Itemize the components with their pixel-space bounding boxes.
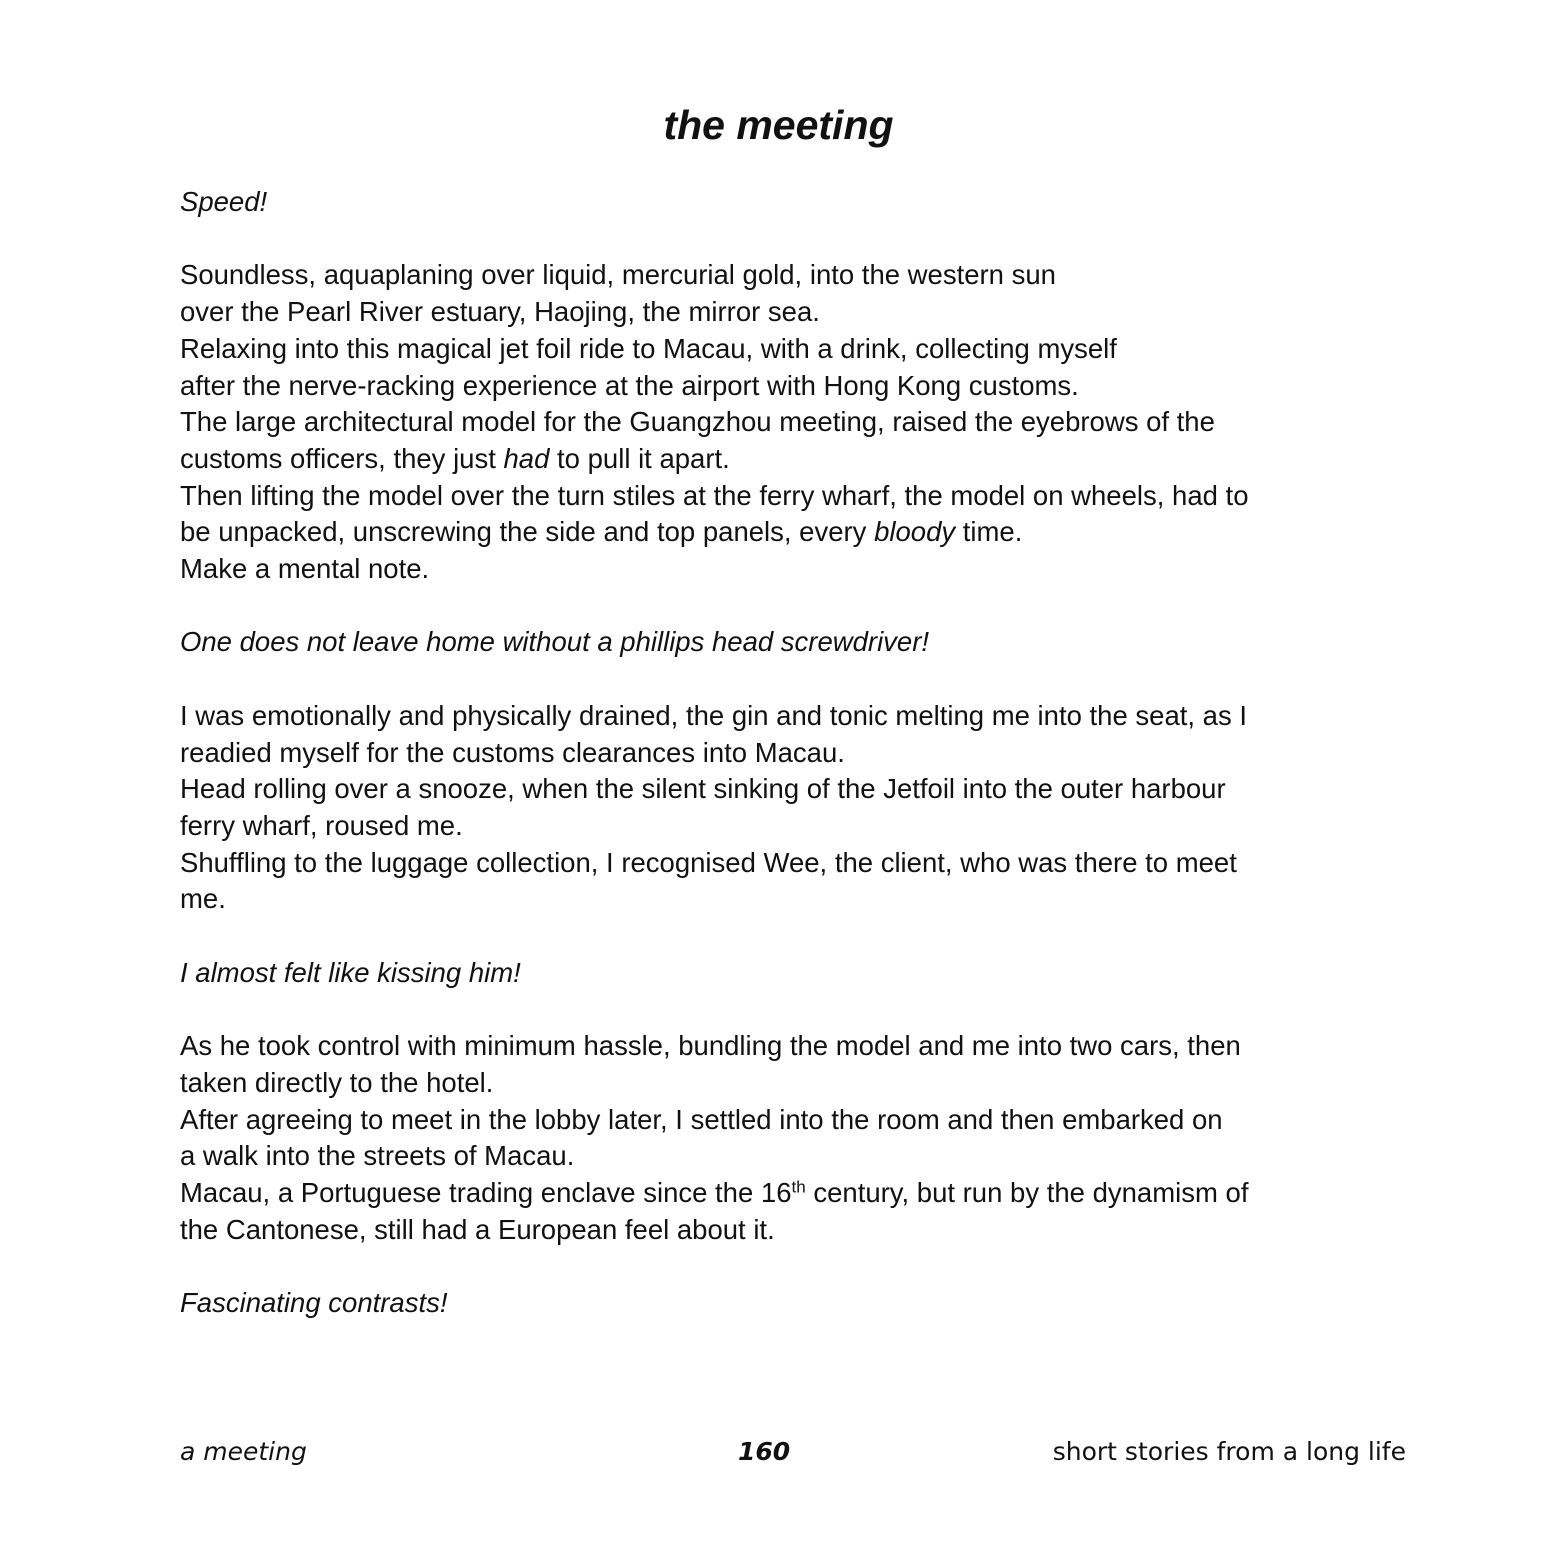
paragraph-spacer bbox=[180, 918, 1410, 955]
text-line: after the nerve-racking experience at the airport with Hong Kong customs. bbox=[180, 369, 1079, 401]
text-line: taken directly to the hotel. bbox=[180, 1066, 494, 1098]
exclamation-kissing: I almost felt like kissing him! bbox=[180, 956, 521, 988]
paragraph-spacer bbox=[180, 991, 1410, 1028]
text-line: the Cantonese, still had a European feel about it. bbox=[180, 1213, 775, 1245]
footer-chapter-title: a meeting bbox=[180, 1437, 307, 1466]
footer-book-title: short stories from a long life bbox=[1052, 1437, 1406, 1466]
text-line: Shuffling to the luggage collection, I recognised Wee, the client, who was there to meet bbox=[180, 846, 1237, 878]
text-span: Macau, a Portuguese trading enclave since the 16 bbox=[180, 1176, 792, 1208]
text-line bbox=[180, 441, 1410, 478]
text-line: readied myself for the customs clearances into Macau. bbox=[180, 736, 845, 768]
text-line: Make a mental note. bbox=[180, 553, 430, 585]
text-line: I was emotionally and physically drained, the gin and tonic melting me into the seat, as I bbox=[180, 699, 1247, 731]
footer-page-number: 160 bbox=[738, 1437, 791, 1466]
text-span: customs officers, they just bbox=[180, 442, 504, 474]
emphasis-bloody: bloody bbox=[874, 516, 956, 548]
text-line bbox=[180, 1175, 1410, 1212]
text-span: time. bbox=[955, 516, 1023, 548]
text-span: century, but run by the dynamism of bbox=[805, 1176, 1249, 1208]
text-line: Soundless, aquaplaning over liquid, mercurial gold, into the western sun bbox=[180, 259, 1056, 291]
text-line: As he took control with minimum hassle, bundling the model and me into two cars, then bbox=[180, 1030, 1241, 1062]
text-line: ferry wharf, roused me. bbox=[180, 809, 463, 841]
paragraph-spacer bbox=[180, 588, 1410, 625]
text-line: a walk into the streets of Macau. bbox=[180, 1140, 575, 1172]
text-line: me. bbox=[180, 883, 226, 915]
text-line: The large architectural model for the Guangzhou meeting, raised the eyebrows of the bbox=[180, 406, 1215, 438]
exclamation-contrasts: Fascinating contrasts! bbox=[180, 1287, 448, 1318]
text-line: Head rolling over a snooze, when the silent sinking of the Jetfoil into the outer harbour bbox=[180, 773, 1226, 805]
text-line: over the Pearl River estuary, Haojing, the mirror sea. bbox=[180, 296, 820, 328]
page-footer bbox=[180, 1432, 1406, 1472]
text-span: be unpacked, unscrewing the side and top panels, every bbox=[180, 516, 875, 548]
exclamation-screwdriver: One does not leave home without a phillips head screwdriver! bbox=[180, 626, 930, 658]
text-line bbox=[180, 514, 1410, 551]
exclamation-speed: Speed! bbox=[180, 186, 268, 217]
story-body bbox=[180, 184, 1410, 1322]
paragraph-spacer bbox=[180, 1248, 1410, 1285]
paragraph-spacer bbox=[180, 221, 1410, 258]
page-title: the meeting bbox=[663, 102, 894, 148]
ordinal-suffix: th bbox=[791, 1177, 806, 1197]
text-line: After agreeing to meet in the lobby later, I settled into the room and then embarked on bbox=[180, 1103, 1223, 1135]
paragraph-spacer bbox=[180, 661, 1410, 698]
text-line: Then lifting the model over the turn stiles at the ferry wharf, the model on wheels, had to bbox=[180, 479, 1249, 511]
text-span: to pull it apart. bbox=[549, 442, 730, 474]
emphasis-had: had bbox=[503, 442, 550, 474]
text-line: Relaxing into this magical jet foil ride to Macau, with a drink, collecting myself bbox=[180, 332, 1117, 364]
